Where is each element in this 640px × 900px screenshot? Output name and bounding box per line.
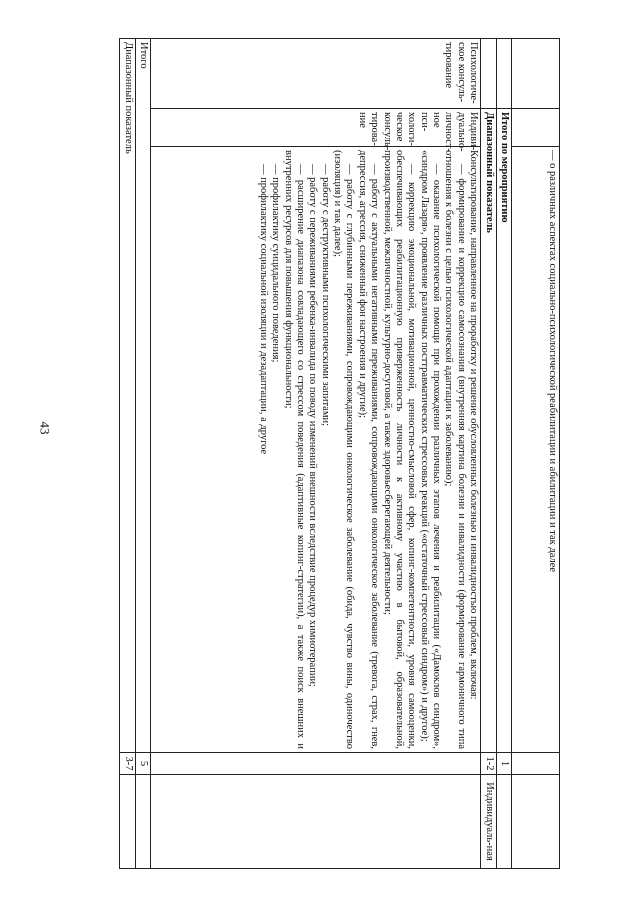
table-row bbox=[481, 39, 496, 869]
top-row-text: — о различных аспектах социально-психологической реабилитации и абилитации и так далее bbox=[512, 147, 560, 753]
list-item: — работу с глубинными переживаниями, сопровождающими онкологическое заболевание (обида, чувство вины, одиночество (изоляция) и так далее); bbox=[332, 150, 356, 749]
list-item: — коррекцию эмоциональной, мотивационной, ценностно-смысловой сфер, копинг-компетентности, уровня самооценки, обеспечивающих реабилитационную приверженность личности к активному участию в бытовой, образовательной, производственной, межличностной, культурно-досуговой, а также здоровьесберегающей деятельности; bbox=[381, 150, 418, 749]
form-type-label: Индивидуаль-ная bbox=[481, 775, 496, 869]
itogo-label: Итого bbox=[135, 39, 150, 753]
service-name: Психологиче-ское консуль-тирование bbox=[151, 39, 481, 109]
table-row bbox=[120, 39, 135, 869]
empty-cell bbox=[496, 775, 511, 869]
list-item: — профилактику суицидального поведения; bbox=[270, 164, 282, 363]
list-item: — работу с переживаниями ребенка-инвалида по поводу изменений внешности вследствие процедур химиотерапии; bbox=[307, 164, 319, 687]
list-item: — оказание психологической помощи при прохождении различных этапов лечения и реабилитации («Дамоклов синдром», «синдром Лазаря», проявление различных посттравматических стрессовых реакций («остаточный стрессовый синдром») и другое); bbox=[418, 150, 443, 749]
total-value: 1 bbox=[496, 753, 511, 775]
page-number: 43 bbox=[37, 421, 53, 435]
range-label: Диапазонный показатель bbox=[481, 109, 496, 753]
empty-cell bbox=[151, 775, 481, 869]
empty-cell bbox=[481, 39, 496, 109]
range-value: 1-2 bbox=[481, 753, 496, 775]
consulting-form: Индиви-дуально-личност-ное пси-хологи-ческое консуль-тирова-ние bbox=[151, 109, 481, 147]
consulting-intro: Консультирование, направленное на проработку и решение обусловленных болезнью и инвалидностью проблем, включая: bbox=[468, 150, 480, 700]
empty-cell bbox=[512, 39, 560, 109]
table-row bbox=[496, 39, 511, 869]
empty-cell bbox=[496, 39, 511, 109]
empty-cell bbox=[135, 775, 150, 869]
table-row bbox=[512, 39, 560, 869]
final-range-label: Диапазонный показатель bbox=[120, 39, 135, 753]
itogo-value: 5 bbox=[135, 753, 150, 775]
rotated-page bbox=[65, 38, 560, 868]
list-item: — работу с деструктивными психологическими запитами; bbox=[319, 164, 331, 427]
table-row bbox=[151, 39, 481, 869]
empty-cell bbox=[151, 753, 481, 775]
empty-cell bbox=[512, 109, 560, 147]
empty-cell bbox=[512, 753, 560, 775]
list-item: — расширение диапазона совладающего со стрессом поведения (адаптивные копинг-стратегии), а также поиск внешних и внутренних ресурсов для повышения функциональности; bbox=[282, 150, 306, 749]
rehabilitation-table bbox=[120, 38, 561, 869]
consulting-description bbox=[151, 147, 481, 753]
empty-cell bbox=[120, 775, 135, 869]
final-range-value: 3-7 bbox=[120, 753, 135, 775]
total-label: Итого по мероприятию bbox=[496, 109, 511, 753]
list-item: — формирование и коррекцию самосознания (внутренняя картина болезни и инвалидности (формирование гармоничного типа отношения к болезни с целью психологической адаптации к заболеванию); bbox=[443, 150, 467, 749]
list-item: — профилактику социальной изоляции и дезадаптации, а другое bbox=[257, 164, 269, 455]
table-row bbox=[135, 39, 150, 869]
empty-cell bbox=[512, 775, 560, 869]
list-item: — работу с актуальными негативными переживаниями, сопровождающими онкологическое заболевание (тревога, страх, гнев, депрессия, агрессия, сниженный фон настроения и другие); bbox=[356, 150, 381, 749]
